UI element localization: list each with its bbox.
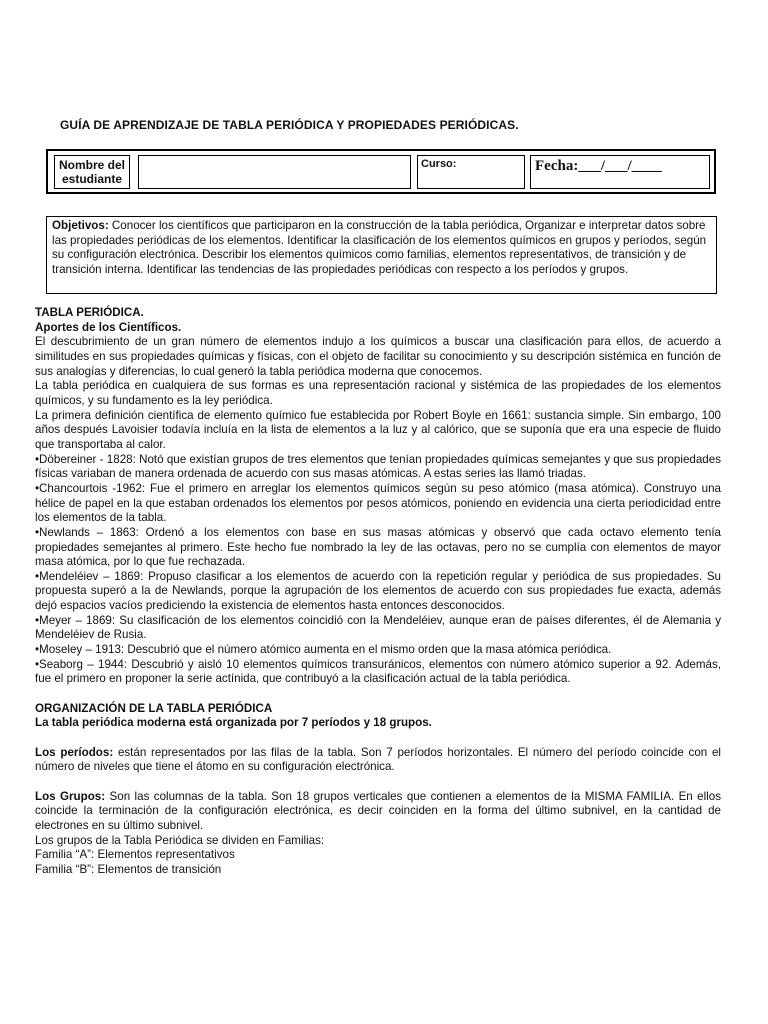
grupos-label: Los Grupos: bbox=[35, 789, 106, 803]
objectives-text: Conocer los científicos que participaron en la construcción de la tabla periódica, Organizar e interpretar datos sobre las propiedades periódicas de los elementos. Identificar la clasificación de los elementos químicos en grupos y períodos, según su configuración electrónica. Describir los elementos químicos como familias, elementos representativos, de transición y de transición interna. Identificar las tendencias de las propiedades periódicas con respecto a los períodos y grupos. bbox=[52, 219, 707, 276]
grupos-text: Son las columnas de la tabla. Son 18 grupos verticales que contienen a elementos de la MISMA FAMILIA. En ellos coincide la terminación de la configuración electrónica, es decir coinciden en la forma del último subnivel, en la cantidad de electrones en su último subnivel. bbox=[35, 789, 722, 832]
paragraph: La primera definición científica de elemento químico fue establecida por Robert Boyle en 1661: sustancia simple. Sin embargo, 100 años después Lavoisier todavía incluía en la lista de elementos a la luz y al calórico, que se suponía que era una especie de fluido que transportaba al calor. bbox=[35, 408, 721, 451]
familias-intro: Los grupos de la Tabla Periódica se dividen en Familias: bbox=[35, 833, 325, 847]
paragraph: •Seaborg – 1944: Descubrió y aisló 10 elementos químicos transuránicos, elementos con número atómico superior a 92. Además, fue el primero en proponer la serie actínida, que contribuyó a la clasificación actual de la tabla periódica. bbox=[35, 657, 721, 686]
grupos-paragraph bbox=[35, 790, 721, 834]
periodos-text: están representados por las filas de la tabla. Son 7 períodos horizontales. El número del período coincide con el número de niveles que tiene el átomo en su configuración electrónica. bbox=[35, 745, 721, 774]
fecha-field[interactable]: Fecha:___/___/____ bbox=[530, 155, 710, 189]
paragraph: •Newlands – 1863: Ordenó a los elementos con base en sus masas atómicas y observó que cada octavo elemento tenía propiedades semejantes al primero. Este hecho fue nombrado la ley de las octavas, pero no se cumplía con elementos de mayor masa atómica, por lo que fue rechazada. bbox=[35, 525, 721, 569]
section-title-tabla: TABLA PERIÓDICA. bbox=[35, 306, 144, 319]
section-subtitle-organizacion: La tabla periódica moderna está organizada por 7 períodos y 18 grupos. bbox=[35, 716, 432, 730]
curso-field[interactable]: Curso: bbox=[417, 155, 525, 189]
section-title-organizacion: ORGANIZACIÓN DE LA TABLA PERIÓDICA bbox=[35, 701, 273, 715]
document-title: GUÍA DE APRENDIZAJE DE TABLA PERIÓDICA Y PROPIEDADES PERIÓDICAS. bbox=[60, 118, 519, 132]
objectives-box bbox=[46, 216, 717, 294]
paragraph: •Döbereiner - 1828: Notó que existían grupos de tres elementos que tenían propiedades químicas semejantes y que sus propiedades físicas variaban de manera ordenada de acuerdo con sus masas atómicas. A estas series las llamó triadas. bbox=[35, 452, 721, 481]
paragraph: •Moseley – 1913: Descubrió que el número atómico aumenta en el mismo orden que la masa atómica periódica. bbox=[35, 643, 612, 657]
section-subtitle-aportes: Aportes de los Científicos. bbox=[35, 320, 182, 334]
paragraph: La tabla periódica en cualquiera de sus formas es una representación racional y sistémica de las propiedades de los elementos químicos, y su fundamento es la ley periódica. bbox=[35, 379, 721, 407]
paragraph: •Mendeléiev – 1869: Propuso clasificar a los elementos de acuerdo con la repetición regular y periódica de sus propiedades. Su propuesta superó a la de Newlands, porque la agrupación de los elementos de acuerdo con sus propiedades fue exacta, además dejó espacios vacíos prediciendo la existencia de elementos hasta entonces desconocidos. bbox=[35, 569, 721, 613]
paragraph: •Meyer – 1869: Su clasificación de los elementos coincidió con la Mendeléiev, aunque eran de países diferentes, él de Alemania y Mendeléiev de Rusia. bbox=[35, 613, 721, 642]
periodos-paragraph bbox=[35, 746, 721, 775]
paragraph: •Chancourtois -1962: Fue el primero en arreglar los elementos químicos según su peso atómico (masa atómica). Construyo una hélice de papel en la que estaban ordenados los elementos por pesos atómicos, poniendo en evidencia una cierta periodicidad entre los elementos de la tabla. bbox=[35, 481, 721, 525]
document-body bbox=[35, 306, 721, 878]
paragraph: El descubrimiento de un gran número de elementos indujo a los químicos a buscar una clasificación para ellos, de acuerdo a similitudes en sus propiedades químicas y físicas, con el objeto de facilitar su conocimiento y su descripción sistémica en función de sus analogías y diferencias, lo cual generó la tabla periódica moderna que conocemos. bbox=[35, 335, 721, 378]
student-name-field[interactable] bbox=[138, 155, 411, 189]
objectives-label: Objetivos: bbox=[52, 219, 109, 232]
periodos-label: Los períodos: bbox=[35, 745, 114, 759]
familia-b: Familia “B”: Elementos de transición bbox=[35, 862, 222, 876]
student-name-label: Nombre del estudiante bbox=[54, 155, 130, 189]
familia-a: Familia “A”: Elementos representativos bbox=[35, 848, 235, 862]
student-info-box bbox=[46, 149, 716, 194]
